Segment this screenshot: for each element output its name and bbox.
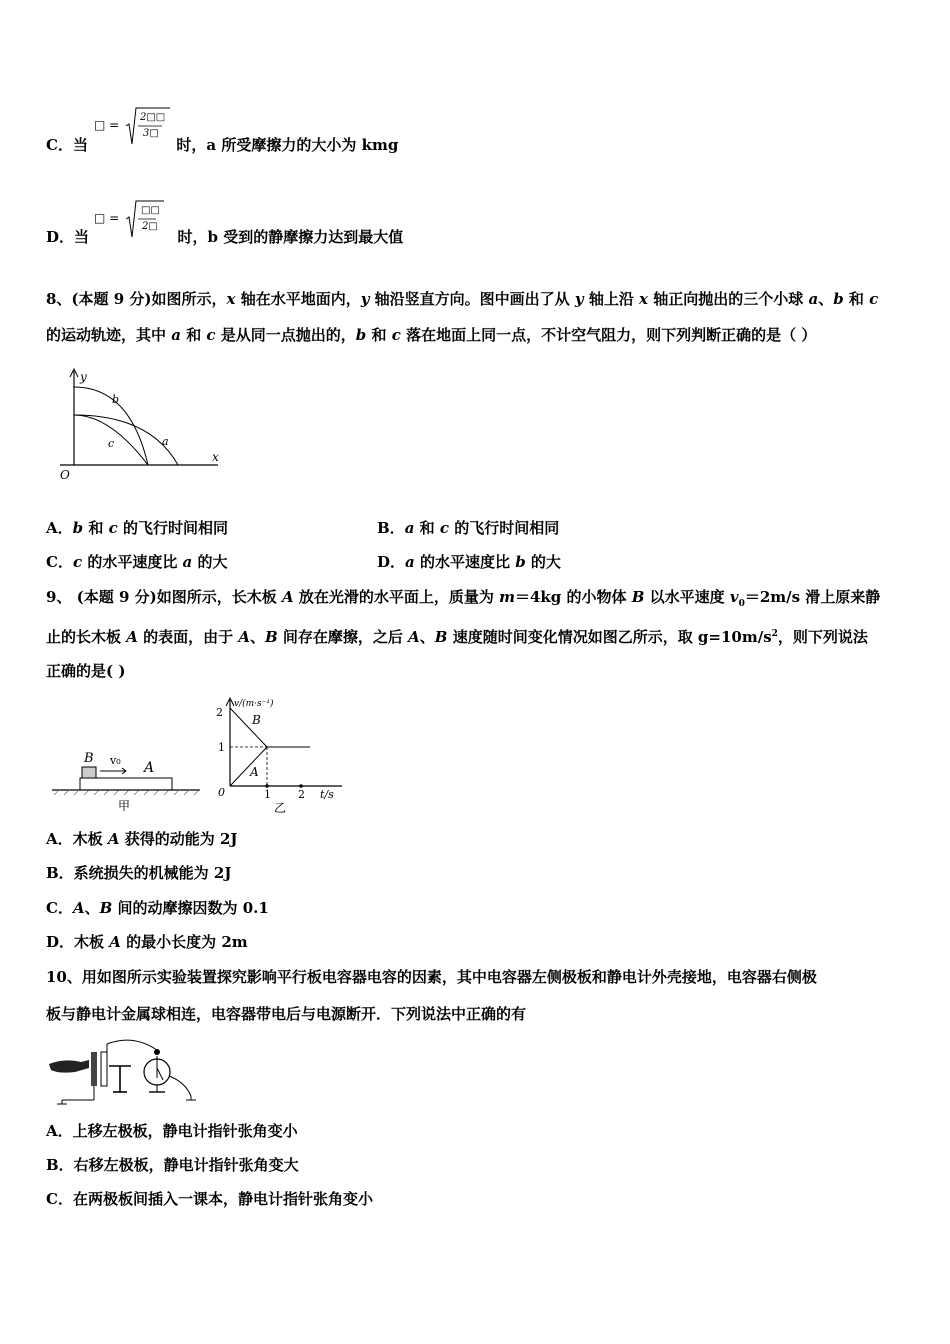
right-plate (101, 1052, 107, 1086)
q8-trajectory-figure (50, 365, 240, 485)
trajectory-b (74, 387, 148, 465)
board-a (80, 778, 172, 790)
line-b (230, 708, 267, 747)
q9-option-c: C．A、B 间的动摩擦因数为 0.1 (46, 899, 269, 917)
line-a (230, 747, 267, 786)
x-axis-label: x (212, 450, 219, 464)
q8-option-c: C．c 的水平速度比 a 的大 (46, 553, 228, 571)
q9-option-b: B．系统损失的机械能为 2J (46, 864, 232, 882)
origin-label: O (60, 468, 70, 482)
wire (107, 1040, 157, 1052)
svg-text:A: A (144, 760, 155, 776)
q10-capacitor-figure (45, 1036, 205, 1108)
q9-stem-line1: 9、 (本题 9 分)如图所示，长木板 A 放在光滑的水平面上，质量为 m＝4kg 的小物体 B 以水平速度 $v_0=2m/s$ 滑上原来静 (46, 588, 881, 609)
q9-stem-line3: 正确的是( ) (46, 662, 126, 680)
svg-text:c: c (108, 437, 115, 450)
ground-hatch (54, 790, 199, 795)
svg-text:乙: 乙 (274, 801, 287, 815)
svg-text:a: a (162, 435, 169, 448)
y-axis-label: y (80, 370, 87, 384)
q9-option-d: D．木板 A 的最小长度为 2m (46, 933, 248, 951)
svg-text:v₀: v₀ (110, 754, 121, 767)
svg-text:B: B (84, 751, 94, 766)
q10-option-c: C．在两极板间插入一课本，静电计指针张角变小 (46, 1190, 373, 1208)
hand-icon (49, 1060, 89, 1073)
q10-stem-line2: 板与静电计金属球相连，电容器带电后与电源断开．下列说法中正确的有 (46, 1005, 527, 1023)
svg-text:A: A (250, 765, 259, 779)
svg-text:t/s: t/s (320, 788, 334, 801)
block-b (82, 767, 96, 778)
svg-text:2: 2 (298, 788, 305, 801)
svg-text:v/(m·s⁻¹): v/(m·s⁻¹) (234, 699, 274, 709)
svg-text:0: 0 (218, 786, 225, 799)
svg-text:B: B (252, 713, 261, 727)
q7-d-formula: □ = □□ 2□ (94, 197, 174, 243)
q9-figure-yi (212, 694, 362, 819)
q10-option-a: A．上移左极板，静电计指针张角变小 (46, 1122, 298, 1140)
q9-stem-line2: 止的长木板 A 的表面，由于 A、B 间存在摩擦，之后 A、B 速度随时间变化情况如图乙所示，取 $g=10m/s^2$，则下列说法 (46, 628, 868, 646)
q8-option-d: D．a 的水平速度比 b 的大 (377, 553, 561, 571)
svg-text:b: b (112, 393, 120, 406)
q7-c-formula: □ = 2□□ 3□ (94, 104, 174, 150)
sqrt-sign (94, 104, 174, 150)
q7-option-d: D．当 时，b 受到的静摩擦力达到最大值 (46, 228, 404, 246)
q8-stem-line2: 的运动轨迹，其中 a 和 c 是从同一点抛出的，b 和 c 落在地面上同一点，不计空气阻力，则下列判断正确的是（ ） (46, 326, 817, 344)
left-plate (91, 1052, 97, 1086)
q7-option-c: C．当 时，a 所受摩擦力的大小为 kmg (46, 136, 399, 154)
q8-option-b: B．a 和 c 的飞行时间相同 (377, 519, 560, 537)
svg-text:2: 2 (216, 706, 223, 719)
electroscope-needle (157, 1068, 163, 1080)
q8-stem-line1: 8、(本题 9 分)如图所示，x 轴在水平地面内，y 轴沿竖直方向。图中画出了从 y 轴上沿 x 轴正向抛出的三个小球 a、b 和 c (46, 290, 879, 308)
svg-text:1: 1 (264, 788, 271, 801)
q10-option-b: B．右移左极板，静电计指针张角变大 (46, 1156, 299, 1174)
svg-text:甲: 甲 (118, 799, 131, 813)
sqrt-sign (94, 197, 174, 243)
q9-figure-jia (50, 740, 210, 820)
svg-text:1: 1 (218, 741, 225, 754)
q8-option-a: A．b 和 c 的飞行时间相同 (46, 519, 228, 537)
q9-option-a: A．木板 A 获得的动能为 2J (46, 830, 238, 848)
q10-stem-line1: 10、用如图所示实验装置探究影响平行板电容器电容的因素，其中电容器左侧极板和静电计外壳接地，电容器右侧极 (46, 968, 817, 986)
